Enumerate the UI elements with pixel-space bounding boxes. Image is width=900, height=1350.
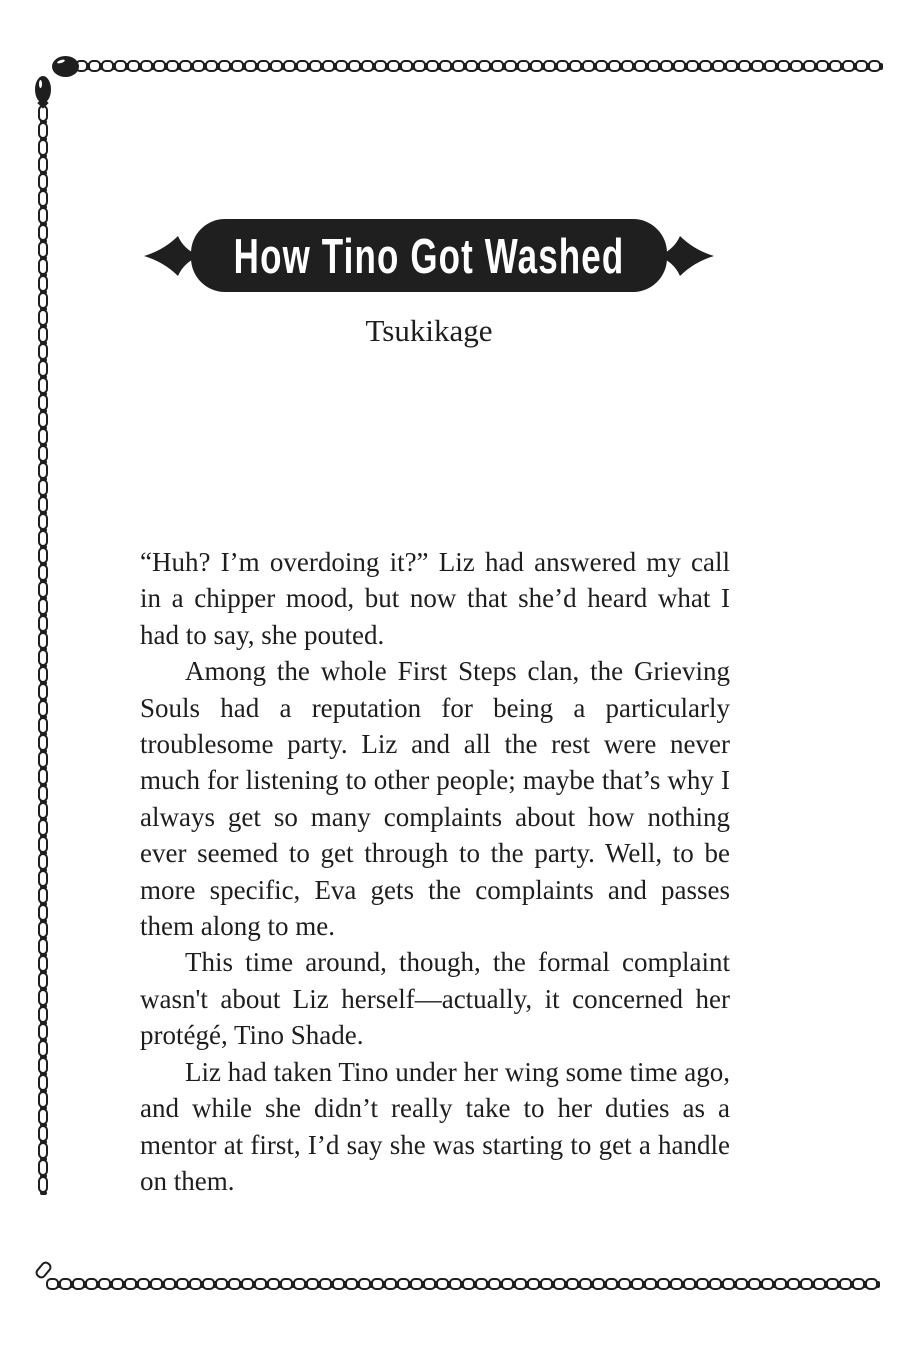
- banner-arrowhead-right-icon: [658, 233, 714, 279]
- paragraph: This time around, though, the formal complaint wasn't about Liz herself—actually, it concerned her protégé, Tino Shade.: [140, 947, 730, 1051]
- banner-arrowhead-left-icon: [144, 233, 200, 279]
- chapter-title: How Tino Got Washed: [233, 227, 625, 284]
- author-name: Tsukikage: [365, 313, 493, 348]
- chain-connector-icon: [876, 1281, 880, 1288]
- chain-links-bottom: [46, 1278, 878, 1290]
- chain-border-bottom: [46, 1271, 900, 1297]
- paragraph: “Huh? I’m overdoing it?” Liz had answered my call in a chipper mood, but now that she’d heard what I had to say, she pouted.: [140, 547, 730, 650]
- chain-links-top: [75, 60, 881, 72]
- title-banner: [191, 219, 667, 292]
- chain-border-left: [30, 76, 56, 1268]
- paragraph: Among the whole First Steps clan, the Grieving Souls had a reputation for being a particularly troublesome party. Liz and all the rest were never much for listening to other people; maybe that’s why I always get so many complaints about how nothing ever seemed to get through to the party. Well, to be more specific, Eva gets the complaints and passes them along to me.: [140, 656, 730, 942]
- body-text: [140, 544, 730, 1199]
- chain-bead-icon: [35, 76, 51, 103]
- chain-border-top: [52, 51, 900, 81]
- chain-links-left: [38, 105, 48, 1193]
- paragraph: Liz had taken Tino under her wing some time ago, and while she didn’t really take to her duties as a mentor at first, I’d say she was starting to get a handle on them.: [140, 1056, 730, 1196]
- chain-bead-icon: [52, 56, 79, 77]
- chain-connector-icon: [40, 1191, 47, 1195]
- chain-connector-icon: [879, 63, 883, 70]
